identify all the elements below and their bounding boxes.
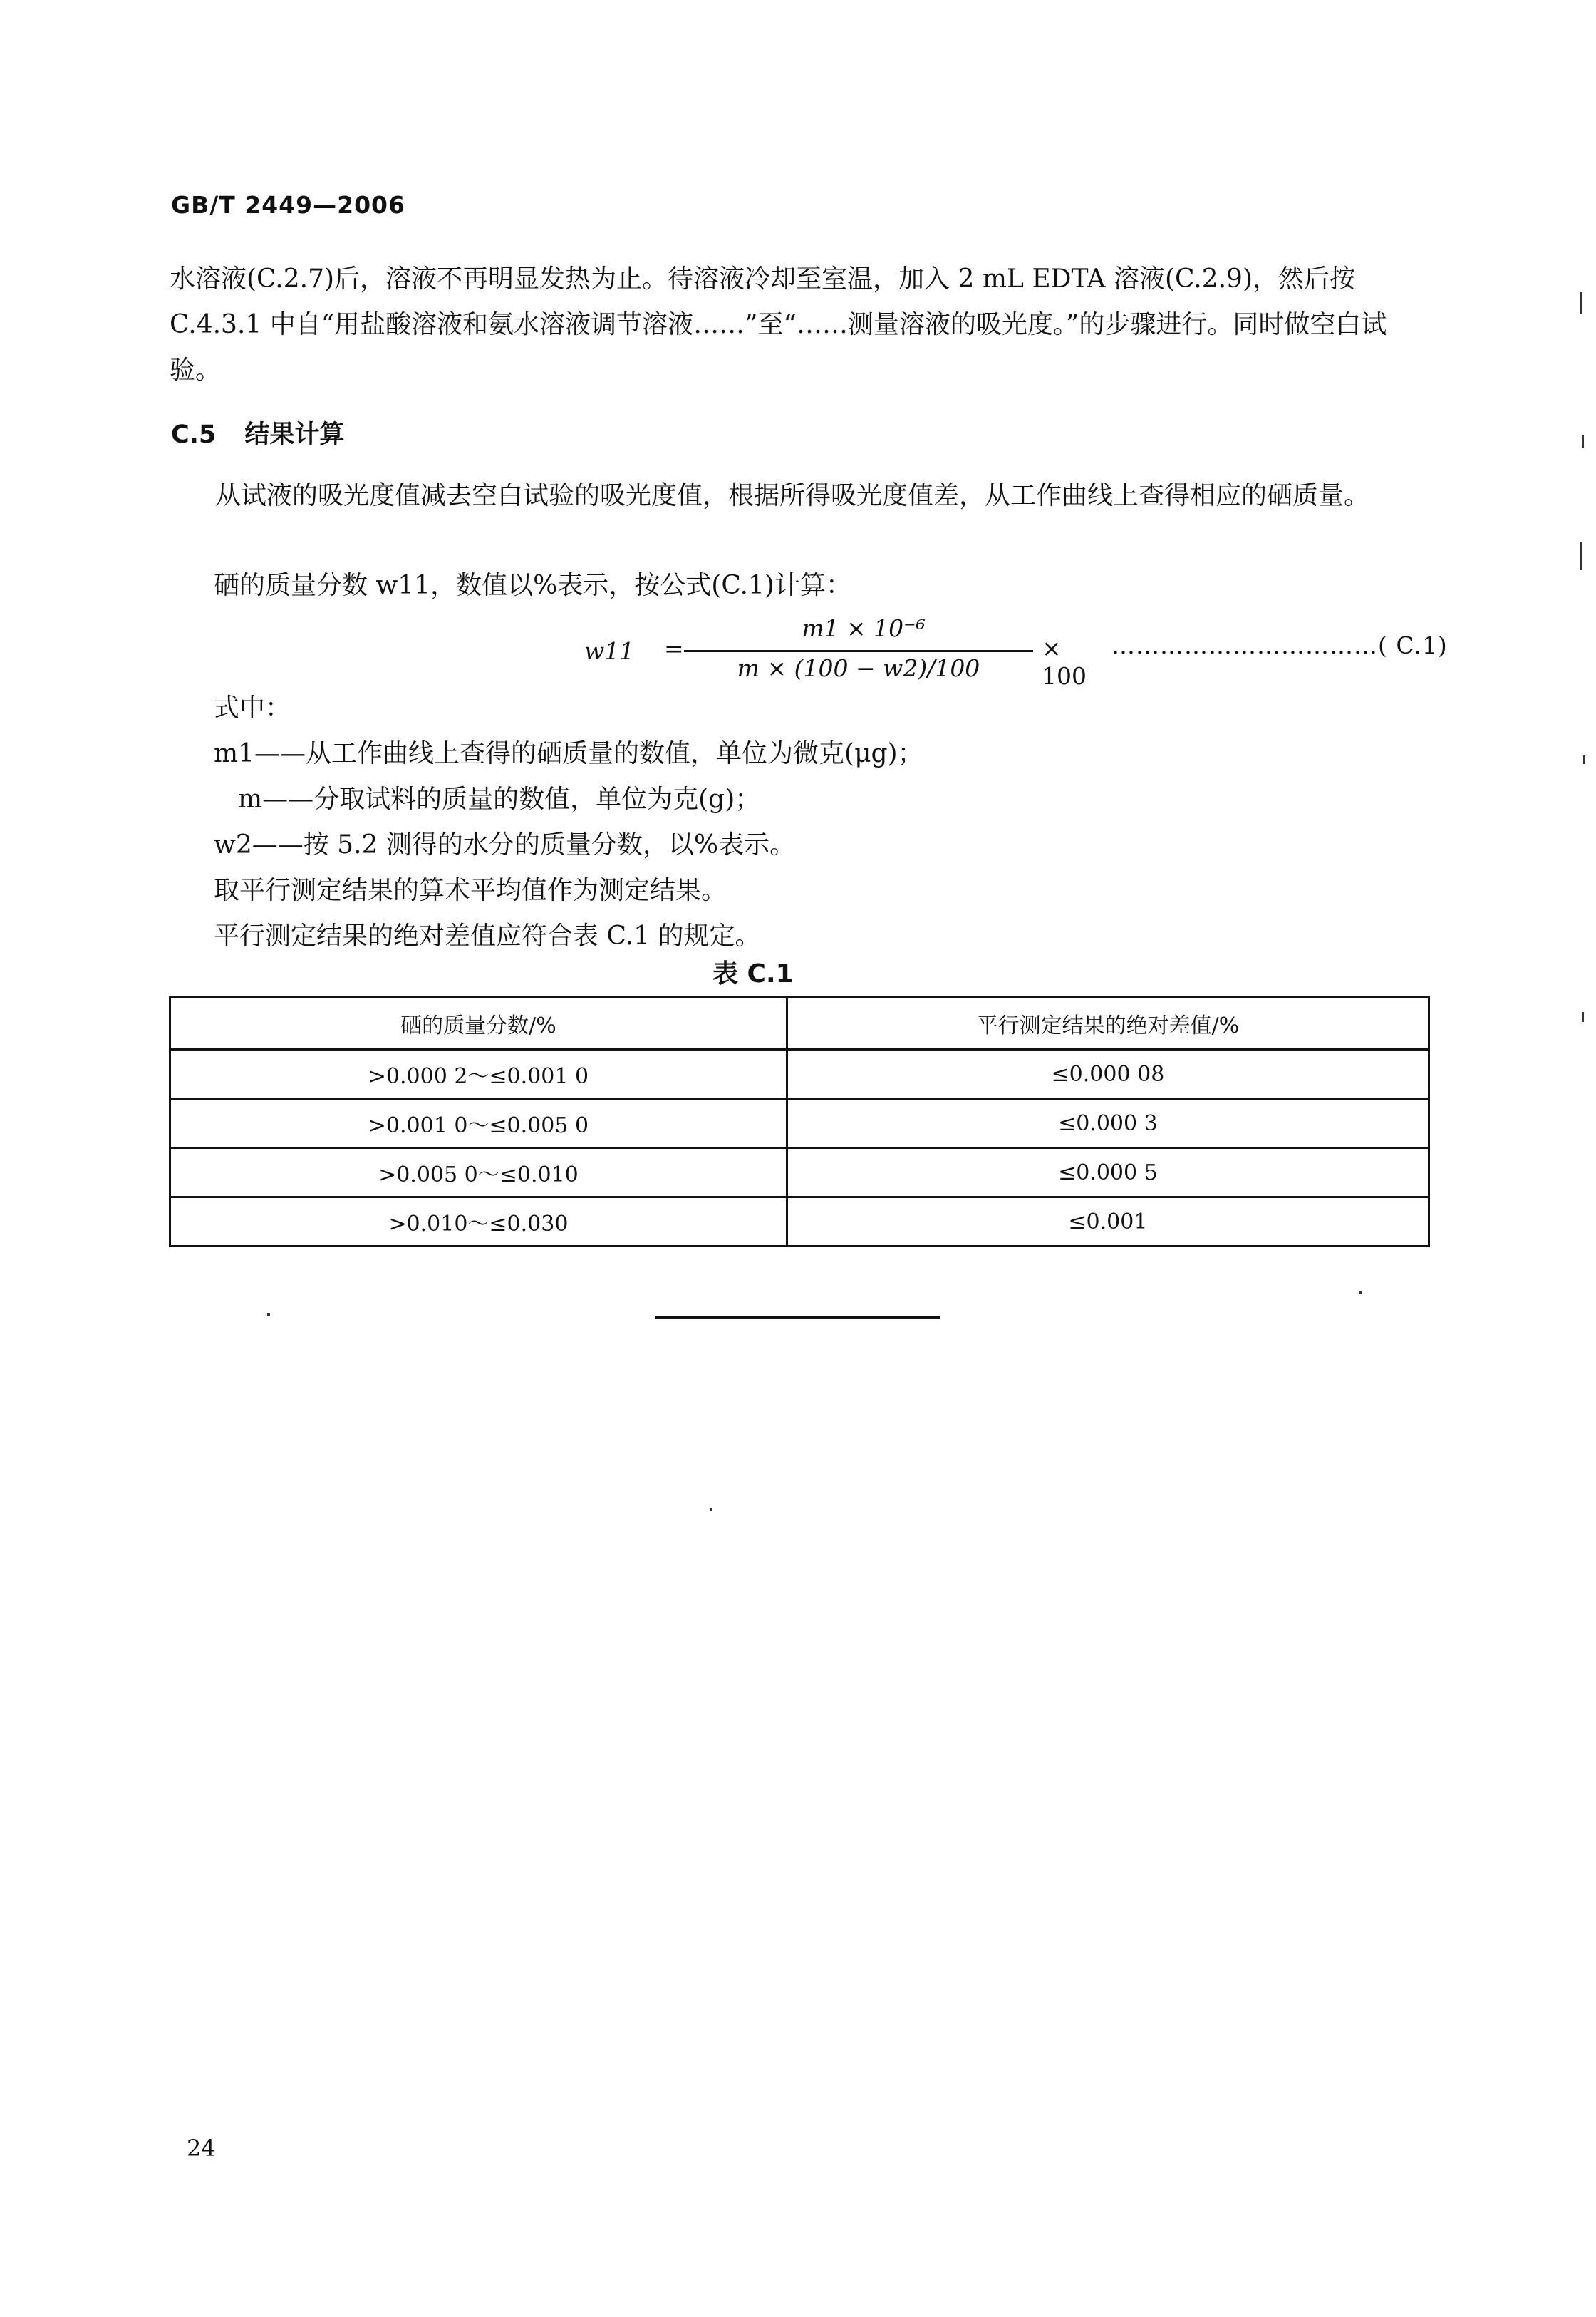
table-row (170, 1197, 1429, 1247)
document-header: GB/T 2449—2006 (171, 191, 405, 219)
scan-speck (1359, 1291, 1362, 1294)
table-header-cell: 平行测定结果的绝对差值/% (787, 998, 1429, 1050)
scan-speck (1580, 542, 1582, 570)
table-cell: >0.001 0～≤0.005 0 (170, 1099, 787, 1148)
scan-speck (1582, 435, 1584, 448)
page-number: 24 (187, 2135, 216, 2162)
formula-label: ……………………………( C.1) (1112, 631, 1448, 659)
table-row (170, 1099, 1429, 1148)
table-caption: 表 C.1 (712, 959, 794, 989)
formula-lhs: w11 (584, 637, 635, 665)
formula-denominator: m × (100 − w2)/100 (737, 654, 980, 682)
table-cell: ≤0.001 (787, 1197, 1429, 1247)
table-cell: ≤0.000 5 (787, 1148, 1429, 1197)
paragraph-calculation: 从试液的吸光度值减去空白试验的吸光度值，根据所得吸光度值差，从工作曲线上查得相应的硒质量。 (215, 481, 1370, 510)
definition-m: m——分取试料的质量的数值，单位为克(g)； (238, 785, 761, 814)
section-title: 结果计算 (244, 420, 345, 449)
scan-speck (1582, 1012, 1584, 1022)
section-heading (171, 415, 344, 450)
definition-w2: w2——按 5.2 测得的水分的质量分数，以%表示。 (214, 830, 796, 860)
scan-speck (1580, 292, 1582, 314)
section-number: C.5 (171, 420, 217, 449)
table-header-row (170, 998, 1429, 1050)
result-sentence: 取平行测定结果的算术平均值作为测定结果。 (214, 876, 727, 905)
paragraph-procedure: 水溶液(C.2.7)后，溶液不再明显发热为止。待溶液冷却至室温，加入 2 mL EDTA 溶液(C.2.9)，然后按 C.4.3.1 中自“用盐酸溶液和氨水溶液调节溶液……”至“……测量溶液的吸光度。”的步骤进行。同时做空白试验。 (170, 264, 1387, 385)
table-cell: >0.010～≤0.030 (170, 1197, 787, 1247)
scan-speck (710, 1508, 712, 1511)
formula-numerator: m1 × 10⁻⁶ (802, 614, 926, 642)
end-rule (656, 1316, 940, 1319)
table-cell: >0.000 2～≤0.001 0 (170, 1050, 787, 1099)
table-cell: >0.005 0～≤0.010 (170, 1148, 787, 1197)
formula-equals: = (664, 634, 684, 662)
formula-intro: 硒的质量分数 w11，数值以%表示，按公式(C.1)计算： (214, 571, 851, 600)
table-row (170, 1050, 1429, 1099)
formula-c1 (584, 614, 1087, 690)
table-header-cell: 硒的质量分数/% (170, 998, 787, 1050)
fraction-bar (684, 650, 1033, 652)
table-row (170, 1148, 1429, 1197)
tolerance-table (169, 996, 1430, 1247)
table-intro: 平行测定结果的绝对差值应符合表 C.1 的规定。 (214, 922, 761, 951)
formula-multiplier: × 100 (1042, 634, 1087, 690)
scan-speck (267, 1313, 270, 1316)
scan-speck (1583, 755, 1585, 764)
definition-m1: m1——从工作曲线上查得的硒质量的数值，单位为微克(μg)； (214, 739, 923, 768)
where-label: 式中： (214, 693, 291, 723)
table-cell: ≤0.000 08 (787, 1050, 1429, 1099)
table-cell: ≤0.000 3 (787, 1099, 1429, 1148)
